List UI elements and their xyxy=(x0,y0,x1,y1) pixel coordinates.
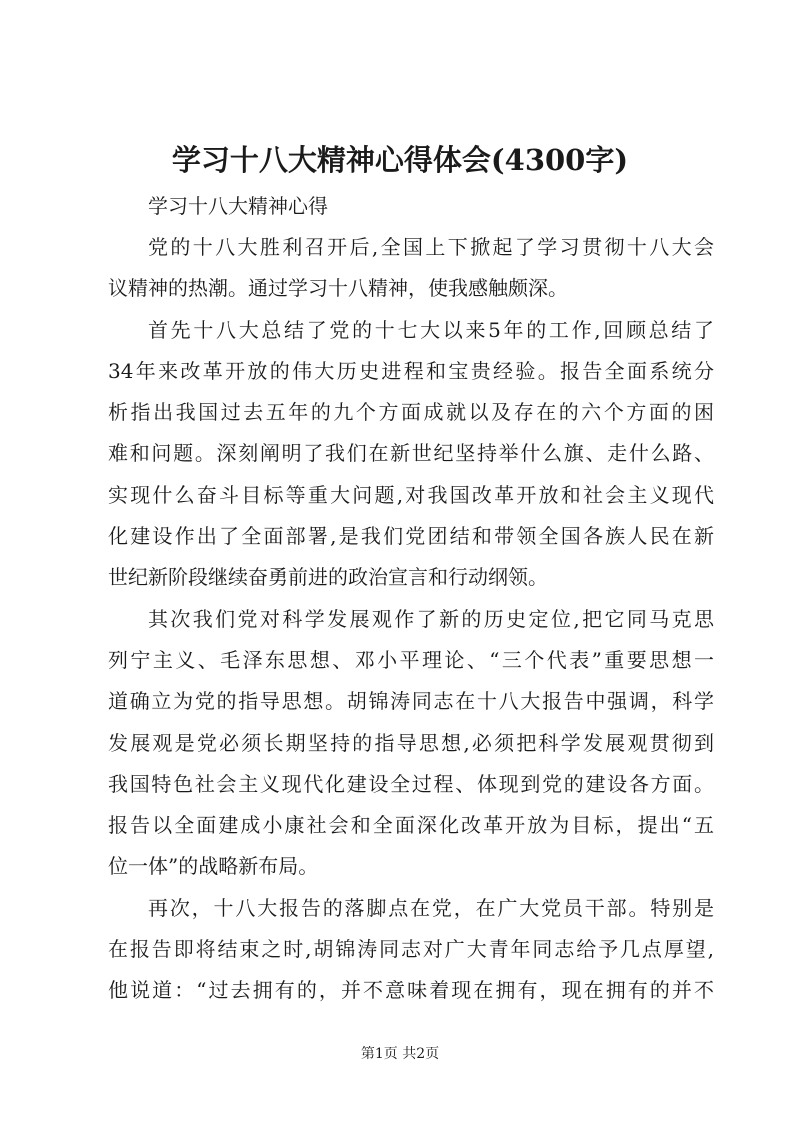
text-line: 他说道：“过去拥有的，并不意味着现在拥有，现在拥有的并不 xyxy=(108,978,714,1003)
text-line: 再次，十八大报告的落脚点在党，在广大党员干部。特别是 xyxy=(148,895,714,920)
text-line: 报告以全面建成小康社会和全面深化改革开放为目标，提出“五 xyxy=(108,813,714,838)
document-body xyxy=(108,186,714,1012)
text-line: 34年来改革开放的伟大历史进程和宝贵经验。报告全面系统分 xyxy=(108,358,714,383)
text-line: 化建设作出了全面部署,是我们党团结和带领全国各族人民在新 xyxy=(108,524,714,549)
text-line: 世纪新阶段继续奋勇前进的政治宣言和行动纲领。 xyxy=(108,565,548,590)
text-line: 析指出我国过去五年的九个方面成就以及存在的六个方面的困 xyxy=(108,400,714,425)
paragraph-2 xyxy=(108,310,714,599)
paragraph-3 xyxy=(108,599,714,888)
text-line: 难和问题。深刻阐明了我们在新世纪坚持举什么旗、走什么路、 xyxy=(108,441,714,466)
text-line: 位一体”的战略新布局。 xyxy=(108,854,319,879)
document-title: 学习十八大精神心得体会(4300字) xyxy=(171,143,629,177)
text-line: 实现什么奋斗目标等重大问题,对我国改革开放和社会主义现代 xyxy=(108,482,714,507)
page-footer: 第1页 共2页 xyxy=(360,1046,440,1062)
text-line: 道确立为党的指导思想。胡锦涛同志在十八大报告中强调，科学 xyxy=(108,689,714,714)
text-line: 首先十八大总结了党的十七大以来5年的工作,回顾总结了 xyxy=(148,317,714,342)
document-subtitle: 学习十八大精神心得 xyxy=(148,194,328,218)
text-line: 党的十八大胜利召开后,全国上下掀起了学习贯彻十八大会 xyxy=(148,235,714,259)
text-line: 议精神的热潮。通过学习十八精神，使我感触颇深。 xyxy=(108,276,568,301)
text-line: 列宁主义、毛泽东思想、邓小平理论、“三个代表”重要思想一 xyxy=(108,647,714,672)
paragraph-4 xyxy=(108,888,714,1012)
text-line: 其次我们党对科学发展观作了新的历史定位,把它同马克思 xyxy=(148,606,714,631)
paragraph-1 xyxy=(108,227,714,310)
text-line: 发展观是党必须长期坚持的指导思想,必须把科学发展观贯彻到 xyxy=(108,730,714,755)
text-line: 在报告即将结束之时,胡锦涛同志对广大青年同志给予几点厚望, xyxy=(108,937,714,962)
text-line: 我国特色社会主义现代化建设全过程、体现到党的建设各方面。 xyxy=(108,771,714,796)
